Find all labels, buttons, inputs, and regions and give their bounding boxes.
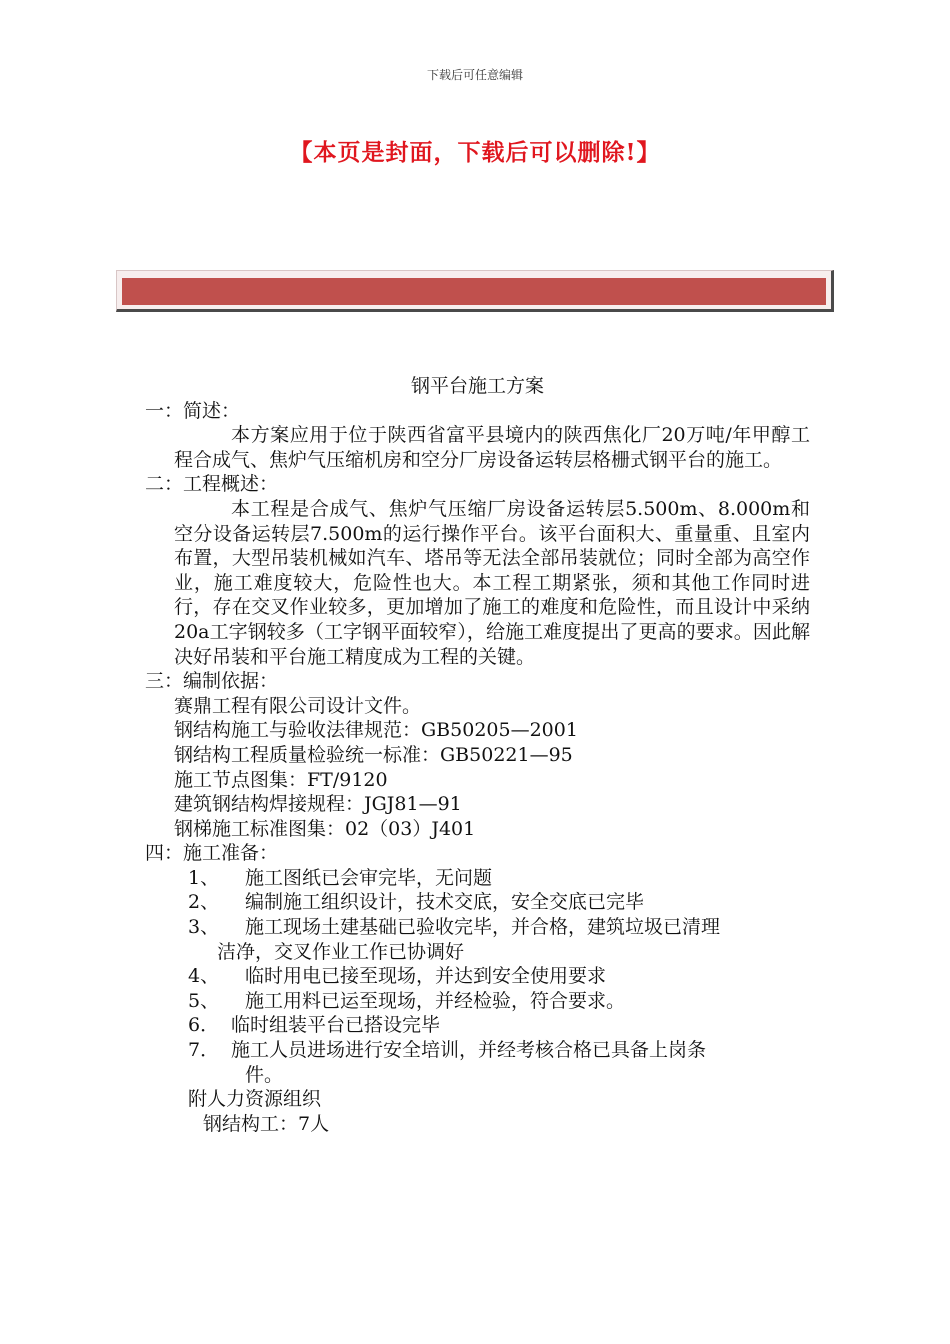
item-text: 临时组装平台已搭设完毕 xyxy=(231,1014,441,1037)
item-text: 施工用料已运至现场，并经检验，符合要求。 xyxy=(245,989,626,1012)
basis-item: 钢梯施工标准图集：02（03）J401 xyxy=(174,817,476,840)
preparation-item xyxy=(145,915,810,940)
appendix-item: 钢结构工：7人 xyxy=(203,1112,330,1135)
item-number: 2、 xyxy=(188,891,220,914)
banner-bar xyxy=(122,278,826,305)
item-number: 7． xyxy=(188,1039,220,1062)
item-text: 施工现场土建基础已验收完毕，并合格，建筑垃圾已清理 xyxy=(245,916,721,939)
item-number: 6． xyxy=(188,1014,220,1037)
decorative-banner xyxy=(116,270,834,312)
item-number: 4、 xyxy=(188,965,220,988)
basis-item: 钢结构施工与验收法律规范：GB50205—2001 xyxy=(174,719,578,742)
item-number: 1、 xyxy=(188,866,220,889)
item-text: 施工图纸已会审完毕，无问题 xyxy=(245,866,493,889)
preparation-item xyxy=(145,890,810,915)
cover-removal-notice: 【本页是封面，下载后可以删除!】 xyxy=(289,139,661,166)
section-paragraph: 本工程是合成气、焦炉气压缩厂房设备运转层5.500m、8.000m和空分设备运转层7.500m的运行操作平台。该平台面积大、重量重、且室内布置，大型吊装机械如汽车、塔吊等无法全部吊装就位；同时全部为高空作业，施工难度较大，危险性也大。本工程工期紧张，须和其他工作同时进行，存在交叉作业较多，更加增加了施工的难度和危险性，而且设计中采纳20a工字钢较多（工字钢平面较窄），给施工难度提出了更高的要求。因此解决好吊装和平台施工精度成为工程的关键。 xyxy=(174,497,810,668)
basis-item: 赛鼎工程有限公司设计文件。 xyxy=(174,694,422,717)
basis-item: 钢结构工程质量检验统一标准：GB50221—95 xyxy=(174,743,573,766)
item-text-continuation: 件。 xyxy=(245,1063,284,1086)
section-heading: 二：工程概述： xyxy=(145,473,279,496)
preparation-item xyxy=(145,866,810,891)
basis-item: 建筑钢结构焊接规程：JGJ81—91 xyxy=(174,793,462,816)
item-text: 临时用电已接至现场，并达到安全使用要求 xyxy=(245,965,607,988)
basis-item: 施工节点图集：FT/9120 xyxy=(174,768,388,791)
preparation-item xyxy=(145,1013,810,1038)
section-heading: 四：施工准备： xyxy=(145,842,279,865)
item-text-continuation: 洁净，交叉作业工作已协调好 xyxy=(217,940,465,963)
preparation-item xyxy=(145,964,810,989)
preparation-item xyxy=(145,1038,810,1063)
section-heading: 三：编制依据： xyxy=(145,670,279,693)
preparation-item xyxy=(145,989,810,1014)
page-header-note: 下载后可任意编辑 xyxy=(426,68,523,82)
document-title: 钢平台施工方案 xyxy=(410,375,544,397)
section-paragraph: 本方案应用于位于陕西省富平县境内的陕西焦化厂20万吨/年甲醇工程合成气、焦炉气压缩机房和空分厂房设备运转层格栅式钢平台的施工。 xyxy=(174,424,810,471)
document-body xyxy=(145,374,810,1136)
item-number: 5、 xyxy=(188,989,220,1012)
item-text: 施工人员进场进行安全培训，并经考核合格已具备上岗条 xyxy=(231,1039,707,1062)
item-number: 3、 xyxy=(188,916,220,939)
section-heading: 一：简述： xyxy=(145,399,241,422)
appendix-heading: 附人力资源组织 xyxy=(188,1088,322,1111)
item-text: 编制施工组织设计，技术交底，安全交底已完毕 xyxy=(245,891,645,914)
